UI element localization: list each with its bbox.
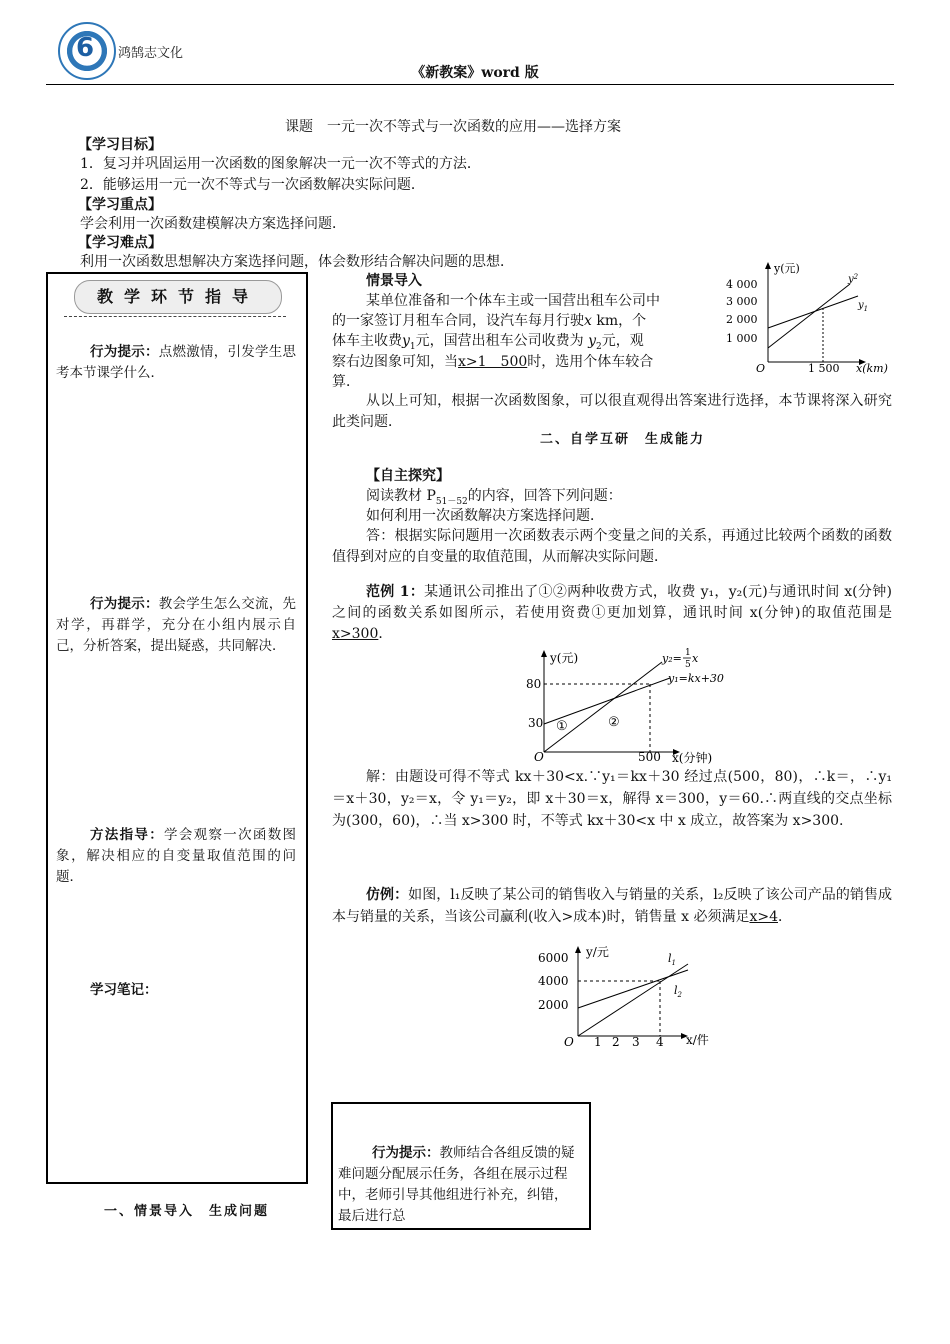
chart-3-x-label: x/件 xyxy=(686,1033,709,1047)
chart-2-x-tick: 500 xyxy=(638,750,661,764)
chart-1-y-tick: 2 000 xyxy=(726,313,758,326)
chart-3-y-label: y/元 xyxy=(586,945,609,959)
chart-1-y1-label: $y_1$ xyxy=(858,300,869,313)
chart-2-frac-var: x xyxy=(692,652,699,665)
chart-3-origin: O xyxy=(564,1035,574,1049)
intro-line-2: 的一家签订月租车合同，设汽车每月行驶x km，个 xyxy=(332,313,647,329)
chart-1-x-label: x(km) xyxy=(856,362,888,375)
section-1-heading: 一、情景导入 生成问题 xyxy=(104,1204,270,1219)
method-text: 学会观察一次函数图象，解决相应的自变量取值范围的问题． xyxy=(56,827,297,885)
chart-3-line-l1 xyxy=(578,964,688,1036)
chart-3-l2-label: $l_2$ xyxy=(674,984,682,999)
chart-2-line-y2 xyxy=(544,662,662,752)
bottom-tip xyxy=(338,1143,580,1227)
chart-1-y2-label: $y^2$ xyxy=(848,273,859,285)
chart-1-origin: O xyxy=(756,362,766,375)
section-2-heading: 二、自学互研 生成能力 xyxy=(540,432,706,447)
chart-3-y-tick: 4000 xyxy=(538,974,569,988)
document-title: 《新教案》word 版 xyxy=(411,65,539,81)
explore-heading: 【自主探究】 xyxy=(366,468,450,484)
chart-3 xyxy=(534,944,726,1050)
chart-3-x-tick: 2 xyxy=(612,1035,620,1049)
key-heading: 【学习重点】 xyxy=(78,197,162,213)
chart-3-y-tick: 6000 xyxy=(538,951,569,965)
chart-1-line-y1 xyxy=(768,296,858,328)
goals-heading: 【学习目标】 xyxy=(78,137,162,153)
lesson-title: 课题 一元一次不等式与一次函数的应用——选择方案 xyxy=(285,119,621,135)
chart-2-region-1: ① xyxy=(556,719,568,734)
method-guide xyxy=(56,825,296,888)
intro-heading: 情景导入 xyxy=(366,273,422,289)
chart-1-y-tick: 3 000 xyxy=(726,295,758,308)
tip-1-label: 行为提示： xyxy=(90,344,159,360)
tip-1 xyxy=(56,342,296,384)
chart-2-origin: O xyxy=(534,750,544,764)
chart-2-region-2: ② xyxy=(608,715,620,730)
intro-summary: 从以上可知，根据一次函数图象，可以很直观得出答案进行选择，本节课将深入研究此类问题． xyxy=(332,393,892,430)
chart-1-y-label: y(元) xyxy=(774,262,800,275)
goal-1: 1．复习并巩固运用一次函数的图象解决一元一次不等式的方法． xyxy=(80,156,481,172)
tip-1-text: 点燃激情，引发学生思考本节课学什么． xyxy=(56,344,296,381)
chart-2-x-label: x(分钟) xyxy=(672,751,713,765)
chart-2-frac-den: 5 xyxy=(685,660,691,670)
practice-answer: x>4 xyxy=(749,909,778,925)
company-name: 鸿鹄志文化 xyxy=(118,46,184,61)
chart-2-y-tick-30: 30 xyxy=(528,716,544,730)
bottom-tip-text: 教师结合各组反馈的疑难问题分配展示任务，各组在展示过程中，老师引导其他组进行补充，纠错，最后进行总 xyxy=(338,1145,575,1224)
chart-1-line-y2 xyxy=(768,284,850,348)
chart-3-x-tick: 1 xyxy=(594,1035,602,1049)
chart-1-x-tick: 1 500 xyxy=(808,362,840,375)
chart-2-line-y1 xyxy=(544,678,670,724)
notes-label: 学习笔记： xyxy=(90,982,158,998)
explore-answer: 答：根据实际问题用一次函数表示两个变量之间的关系，再通过比较两个函数的函数值得到对应的自变量的取值范围，从而解决实际问题． xyxy=(332,528,892,565)
explore-question: 如何利用一次函数解决方案选择问题． xyxy=(366,508,604,524)
bottom-tip-label: 行为提示： xyxy=(372,1145,440,1161)
chart-1 xyxy=(724,258,896,378)
guide-box xyxy=(46,272,308,1184)
chart-2-y-tick-80: 80 xyxy=(526,677,542,691)
chart-1-y-arrow xyxy=(765,262,771,269)
difficulty-heading: 【学习难点】 xyxy=(78,235,162,251)
chart-2-y2-label: y₂= xyxy=(662,652,682,665)
chart-3-x-tick: 3 xyxy=(632,1035,640,1049)
practice-label: 仿例： xyxy=(366,887,409,903)
chart-1-y-tick: 1 000 xyxy=(726,332,758,345)
tip-2 xyxy=(56,594,296,657)
chart-2 xyxy=(526,646,748,766)
chart-2-y-label: y(元) xyxy=(550,651,579,665)
intro-line-1: 某单位准备和一个体车主或一国营出租车公司中 xyxy=(366,293,660,309)
chart-3-x-tick: 4 xyxy=(656,1035,664,1049)
chart-2-frac-num: 1 xyxy=(685,648,691,658)
intro-answer: x>1 500 xyxy=(458,354,528,370)
tip-2-label: 行为提示： xyxy=(90,596,159,612)
guide-banner: 教学环节指导 xyxy=(74,280,282,314)
chart-3-line-l2 xyxy=(578,970,688,1008)
logo-six-icon: 6 xyxy=(76,33,95,63)
chart-2-y1-label: y₁=kx+30 xyxy=(668,672,724,685)
difficulty-text: 利用一次函数思想解决方案选择问题，体会数形结合解决问题的思想． xyxy=(80,254,514,270)
example-1-solution: 解：由题设可得不等式 kx＋30<x.∵y₁＝kx＋30 经过点(500，80)，∴k＝，∴y₁＝x＋30，y₂＝x，令 y₁＝y₂，即 x＋30＝x，解得 x＝300，y＝60.∴两直线的交点坐标为(300，60)，∴当 x>300 时，不等式 kx＋30<x 中 x 成立，故答案为 x>300. xyxy=(332,769,892,829)
tip-2-text: 教会学生怎么交流，先对学，再群学，充分在小组内展示自己，分析答案，提出疑惑，共同解决． xyxy=(56,596,296,654)
example-1: 范例 1：某通讯公司推出了①②两种收费方式，收费 y₁，y₂(元)与通讯时间 x(分钟)之间的函数关系如图所示，若使用资费①更加划算，通讯时间 x(分钟)的取值范围是x>300． xyxy=(332,584,892,642)
key-text: 学会利用一次函数建模解决方案选择问题． xyxy=(80,216,346,232)
intro-line-5: 算． xyxy=(332,374,360,390)
chart-3-l1-label: $l_1$ xyxy=(668,952,676,967)
guide-divider xyxy=(64,316,286,317)
chart-3-y-tick: 2000 xyxy=(538,998,569,1012)
explore-read: 阅读教材 $P_{51-52}$的内容，回答下列问题： xyxy=(366,488,622,507)
example-1-answer: x>300 xyxy=(332,626,379,642)
example-1-label: 范例 1： xyxy=(366,584,425,600)
header-divider xyxy=(46,84,894,85)
goal-2: 2．能够运用一元一次不等式与一次函数解决实际问题． xyxy=(80,177,425,193)
practice: 仿例：如图，l₁反映了某公司的销售收入与销量的关系，l₂反映了该公司产品的销售成本与销量的关系，当该公司赢利(收入>成本)时，销售量 x 必须满足x>4． xyxy=(332,887,892,925)
intro-line-3: 体车主收费$y_1$元，国营出租车公司收费为 $y_2$元，观 xyxy=(332,333,644,352)
intro-line-4: 察右边图象可知，当x>1 500时，选用个体车较合 xyxy=(332,354,654,370)
chart-1-y-tick: 4 000 xyxy=(726,278,758,291)
method-label: 方法指导： xyxy=(90,827,165,843)
